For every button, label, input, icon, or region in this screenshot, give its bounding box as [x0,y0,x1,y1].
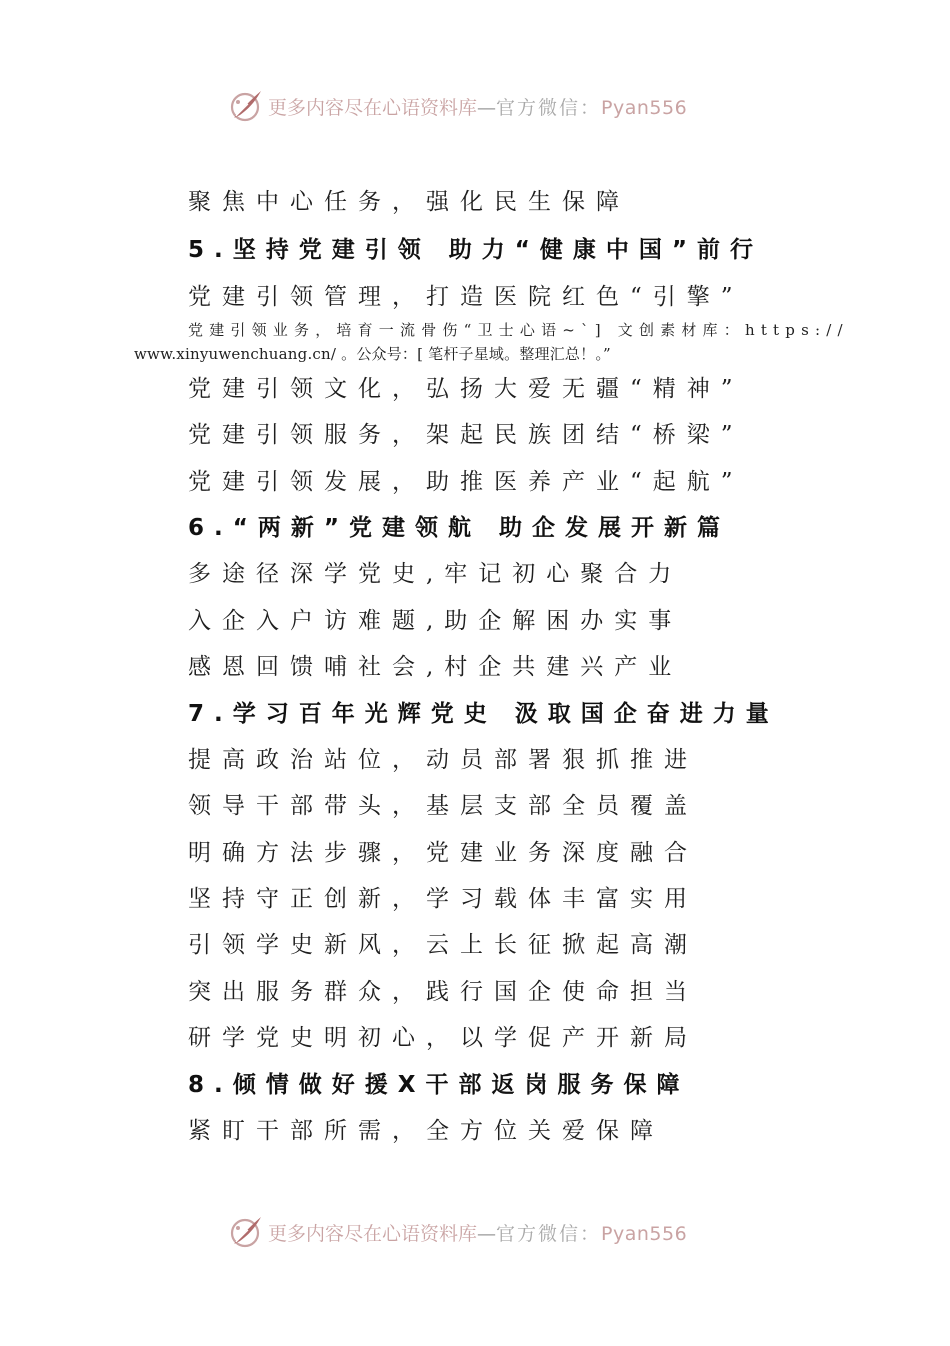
banner-main-text: 更多内容尽在心语资料库 [268,1222,478,1245]
inserted-note-line-2: www.xinyuwenchuang.cn/ 。公众号：[ 笔杆子星域。整理汇总！。” [134,345,611,363]
inserted-note-line-1: 党建引领业务，培育一流骨伤“卫士心语~`] 文创素材库：https:// [188,321,849,339]
body-line: 引领学史新风，云上长征掀起高潮 [188,932,698,958]
banner-main-text: 更多内容尽在心语资料库 [268,96,478,119]
quill-pen-logo-icon [228,88,264,124]
banner-text [268,1219,687,1246]
body-line: 明确方法步骤，党建业务深度融合 [188,840,698,866]
banner-dash: — [477,1222,497,1245]
section-heading-7: 7.学习百年光辉党史 汲取国企奋进力量 [188,701,779,727]
body-line: 入企入户访难题,助企解困办实事 [188,608,683,634]
body-line: 党建引领文化，弘扬大爱无疆“精神” [188,376,744,402]
body-line: 多途径深学党史,牢记初心聚合力 [188,561,683,587]
section-heading-6: 6.“两新”党建领航 助企发展开新篇 [188,515,730,541]
body-line: 党建引领管理，打造医院红色“引擎” [188,284,744,310]
body-line: 研学党史明初心，以学促产开新局 [188,1025,698,1051]
body-line: 党建引领服务，架起民族团结“桥梁” [188,422,744,448]
body-line: 坚持守正创新，学习载体丰富实用 [188,886,698,912]
banner-dash: — [477,96,497,119]
body-line: 聚焦中心任务，强化民生保障 [188,189,630,215]
banner-wechat-id: Pyan556 [601,96,688,119]
banner-wechat-label: 官方微信： [496,96,602,119]
body-line: 感恩回馈哺社会,村企共建兴产业 [188,654,683,680]
footer-watermark-banner [228,1212,687,1252]
body-line: 党建引领发展，助推医养产业“起航” [188,469,744,495]
section-heading-5: 5.坚持党建引领 助力“健康中国”前行 [188,237,763,263]
section-heading-8: 8.倾情做好援X干部返岗服务保障 [188,1072,690,1098]
body-line: 提高政治站位，动员部署狠抓推进 [188,747,698,773]
banner-text [268,93,687,120]
body-line: 突出服务群众，践行国企使命担当 [188,979,698,1005]
banner-wechat-id: Pyan556 [601,1222,688,1245]
quill-pen-logo-icon [228,1214,264,1250]
header-watermark-banner [228,86,687,126]
body-line: 紧盯干部所需，全方位关爱保障 [188,1118,664,1144]
body-line: 领导干部带头，基层支部全员覆盖 [188,793,698,819]
banner-wechat-label: 官方微信： [496,1222,602,1245]
